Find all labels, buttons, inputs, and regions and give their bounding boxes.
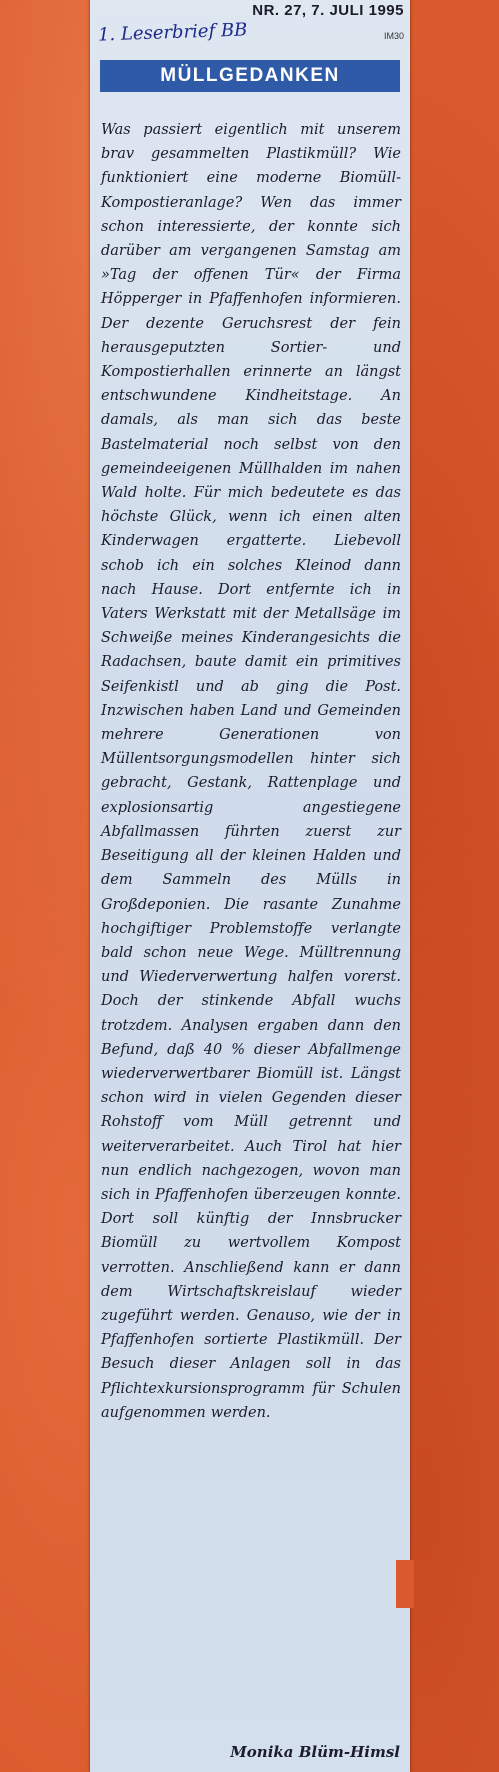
column-code: IM30	[383, 31, 404, 41]
torn-edge	[396, 1560, 414, 1608]
handwritten-note: 1. Leserbrief BB	[97, 19, 248, 46]
newspaper-clipping	[90, 0, 410, 1772]
article-body: Was passiert eigentlich mit unserem brav gesammelten Plastikmüll? Wie funktioniert eine moderne Biomüll-Kompostieranlage? Wen das immer schon interessierte, der konnte sich darüber am vergangenen Samstag am »Tag der offenen Tür« der Firma Höpperger in Pfaffenhofen informieren. Der dezente Geruchsrest der fein herausgeputzten Sortier- und Kompostierhallen erinnerte an längst entschwundene Kindheitstage. An damals, als man sich das beste Bastelmaterial noch selbst von den gemeindeeigenen Müllhalden im nahen Wald holte. Für mich bedeutete es das höchste Glück, wenn ich einen alten Kinderwagen ergatterte. Liebevoll schob ich ein solches Kleinod dann nach Hause. Dort entfernte ich in Vaters Werkstatt mit der Metallsäge im Schweiße meines Kinderangesichts die Radachsen, baute damit ein primitives Seifenkistl und ab ging die Post. Inzwischen haben Land und Gemeinden mehrere Generationen von Müllentsorgungsmodellen hinter sich gebracht, Gestank, Rattenplage und explosionsartig angestiegene Abfallmassen führten zuerst zur Beseitigung all der kleinen Halden und dem Sammeln des Mülls in Großdeponien. Die rasante Zunahme hochgiftiger Problemstoffe verlangte bald schon neue Wege. Mülltrennung und Wiederverwertung halfen vorerst. Doch der stinkende Abfall wuchs trotzdem. Analysen ergaben dann den Befund, daß 40 % dieser Abfallmenge wiederverwertbarer Biomüll ist. Längst schon wird in vielen Gegenden dieser Rohstoff vom Müll getrennt und weiterverarbeitet. Auch Tirol hat hier nun endlich nachgezogen, wovon man sich in Pfaffenhofen überzeugen konnte. Dort soll künftig der Innsbrucker Biomüll zu wertvollem Kompost verrotten. Anschließend kann er dann dem Wirtschaftskreislauf wieder zugeführt werden. Genauso, wie der in Pfaffenhofen sortierte Plastikmüll. Der Besuch dieser Anlagen soll in das Pflichtexkursionsprogramm für Schulen aufgenommen werden.	[101, 122, 401, 1421]
article-headline: MÜLLGEDANKEN	[100, 60, 400, 92]
issue-dateline: NR. 27, 7. JULI 1995	[252, 2, 404, 19]
author-signature: Monika Blüm-Himsl	[230, 1743, 400, 1761]
